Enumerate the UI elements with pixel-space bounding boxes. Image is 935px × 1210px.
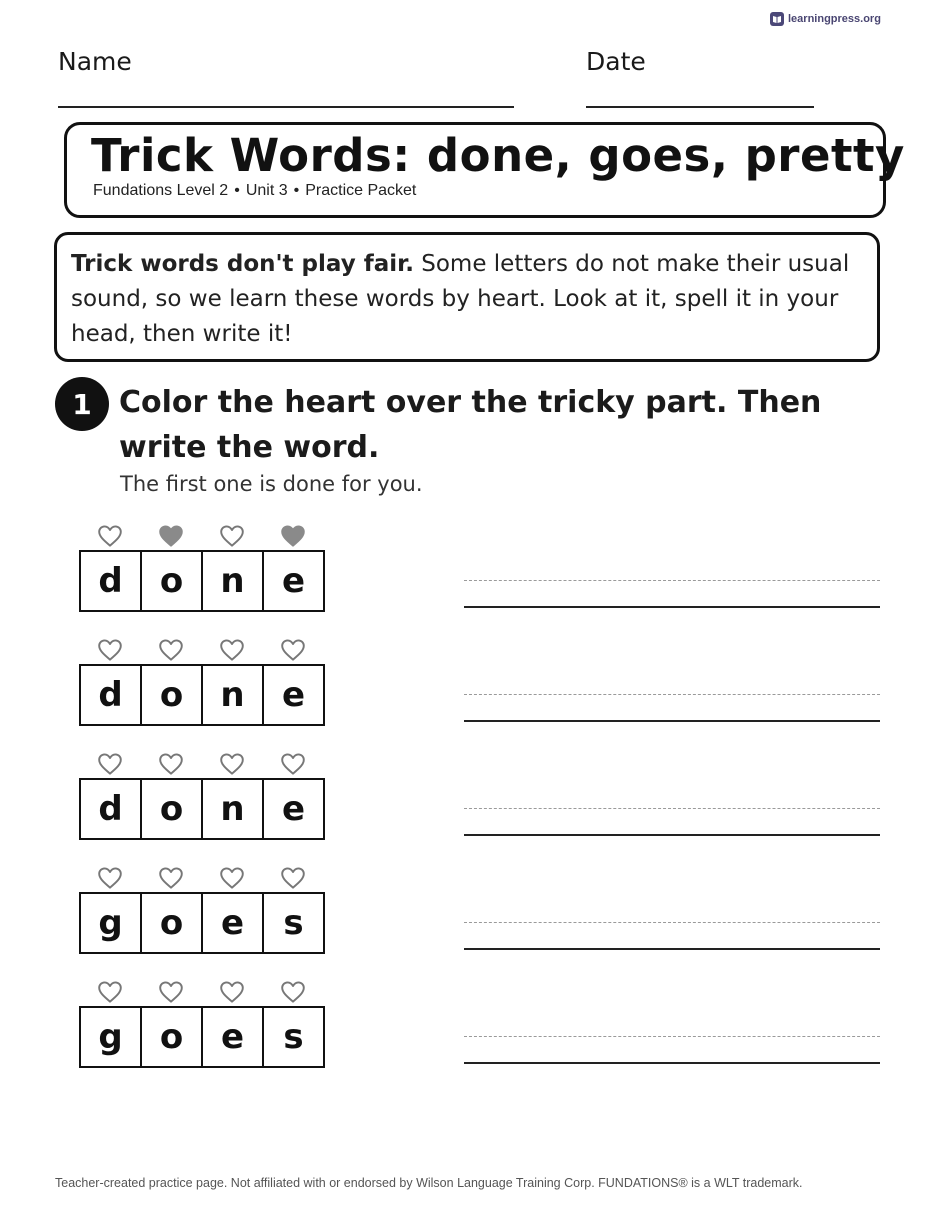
heart-outline-icon[interactable] [201,639,262,665]
handwriting-midline [464,1036,880,1037]
heart-row [79,639,323,665]
heart-row [79,867,323,893]
handwriting-midline [464,694,880,695]
letter-box: e [281,561,306,601]
letter-box: n [203,666,264,724]
heart-outline-icon[interactable] [201,753,262,779]
date-label: Date [586,47,646,76]
heart-outline-icon[interactable] [201,525,262,551]
heart-outline-icon[interactable] [79,753,140,779]
heart-outline-icon[interactable] [262,639,323,665]
heart-outline-icon[interactable] [201,981,262,1007]
handwriting-midline [464,580,880,581]
letter-box: n [203,780,264,838]
name-write-line[interactable] [58,106,514,108]
letter-box: s [283,903,304,943]
subtitle-packet: Practice Packet [305,182,417,199]
letter-box: o [142,780,203,838]
heart-outline-icon[interactable] [201,867,262,893]
separator-dot: • [293,182,300,199]
handwriting-baseline[interactable] [464,1062,880,1064]
handwriting-baseline[interactable] [464,606,880,608]
word-row [79,525,879,615]
word-row [79,981,879,1071]
heart-filled-icon[interactable] [262,525,323,551]
name-label: Name [58,47,132,76]
title-box [64,122,905,218]
step-instruction: Color the heart over the tricky part. Then write the word. [119,385,822,465]
subtitle-unit: Unit 3 [245,182,288,199]
heart-outline-icon[interactable] [79,639,140,665]
letter-boxes [79,1006,325,1068]
letter-boxes [79,550,325,612]
letter-box: e [281,789,306,829]
intro-box [54,232,880,362]
letter-box: d [81,552,142,610]
separator-dot: • [234,182,240,199]
book-icon [770,12,784,26]
handwriting-midline [464,808,880,809]
heart-outline-icon[interactable] [140,981,201,1007]
letter-box: d [81,666,142,724]
letter-box: g [81,894,142,952]
step-number-badge: 1 [55,377,109,431]
letter-box: o [142,666,203,724]
handwriting-baseline[interactable] [464,720,880,722]
intro-lead: Trick words don't play fair. [71,251,414,277]
letter-box: e [203,1008,264,1066]
letter-box: n [203,552,264,610]
heart-outline-icon[interactable] [262,981,323,1007]
heart-outline-icon[interactable] [140,867,201,893]
date-write-line[interactable] [586,106,814,108]
heart-outline-icon[interactable] [79,981,140,1007]
word-row [79,639,879,729]
letter-box: e [281,675,306,715]
handwriting-midline [464,922,880,923]
heart-outline-icon[interactable] [79,525,140,551]
heart-outline-icon[interactable] [140,639,201,665]
subtitle-level: Fundations Level 2 [93,182,229,199]
letter-box: o [142,552,203,610]
heart-row [79,753,323,779]
letter-box: o [142,1008,203,1066]
letter-boxes [79,892,325,954]
footer-disclaimer: Teacher-created practice page. Not affiliated with or endorsed by Wilson Language Training Corp. FUNDATIONS® is a WLT trademark. [55,1176,803,1190]
step-note: The first one is done for you. [120,472,423,496]
word-row [79,867,879,957]
letter-box: d [81,780,142,838]
handwriting-baseline[interactable] [464,834,880,836]
brand-text: learningpress.org [788,13,881,25]
heart-outline-icon[interactable] [140,753,201,779]
letter-boxes [79,778,325,840]
letter-box: o [142,894,203,952]
heart-outline-icon[interactable] [262,753,323,779]
letter-box: g [81,1008,142,1066]
letter-box: s [283,1017,304,1057]
page-title: Trick Words: done, goes, pretty [91,129,905,182]
intro-body: Some letters do not make their usual sound, so we learn these words by heart. Look at it, spell it in your head, then write it! [71,251,850,347]
heart-filled-icon[interactable] [140,525,201,551]
heart-outline-icon[interactable] [79,867,140,893]
word-row [79,753,879,843]
handwriting-baseline[interactable] [464,948,880,950]
letter-box: e [203,894,264,952]
brand-logo [770,12,881,26]
letter-boxes [79,664,325,726]
subtitle [93,182,416,200]
heart-outline-icon[interactable] [262,867,323,893]
heart-row [79,525,323,551]
heart-row [79,981,323,1007]
